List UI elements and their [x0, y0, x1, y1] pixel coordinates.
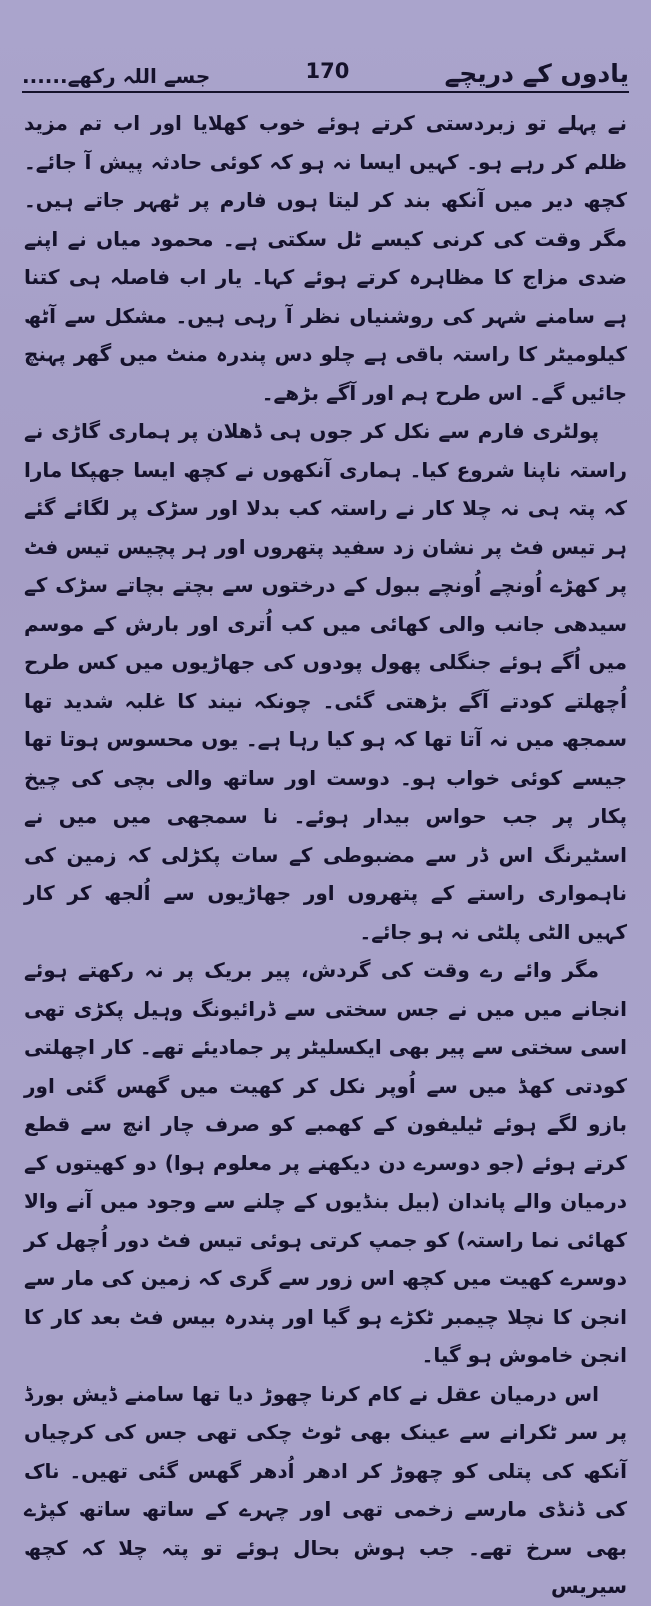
paragraph-1: نے پہلے تو زبردستی کرتے ہوئے خوب کھلایا اور اب تم مزید ظلم کر رہے ہو۔ کہیں ایسا نہ ہو کہ کوئی حادثہ پیش آ جائے۔ کچھ دیر میں آنکھ بند کر لیتا ہوں فارم پر ٹھہر جاتے ہیں۔ مگر وقت کی کرنی کیسے ٹل سکتی ہے۔ محمود میاں نے اپنے ضدی مزاج کا مظاہرہ کرتے ہوئے کہا۔ یار اب فاصلہ ہی کتنا ہے سامنے شہر کی روشنیاں نظر آ رہی ہیں۔ مشکل سے آٹھ کیلومیٹر کا راستہ باقی ہے چلو دس پندرہ منٹ میں گھر پہنچ جائیں گے۔ اس طرح ہم اور آگے بڑھے۔	[24, 111, 627, 405]
paragraph-3: مگر وائے رے وقت کی گردش، پیر بریک پر نہ رکھتے ہوئے انجانے میں میں نے جس سختی سے ڈرائیونگ وہیل پکڑی تھی اسی سختی سے پیر بھی ایکسلیٹر پر جمادیئے تھے۔ کار اچھلتی کودتی کھڈ میں سے اُوپر نکل کر کھیت میں گھس گئی اور بازو لگے ہوئے ٹیلیفون کے کھمبے کو صرف چار انچ سے قطع کرتے ہوئے (جو دوسرے دن دیکھنے پر معلوم ہوا) دو کھیتوں کے درمیان والے پاندان (بیل بنڈیوں کے چلنے سے وجود میں آنے والا کھائی نما راستہ) کو جمپ کرتی ہوئی تیس فٹ دور اُچھل کر دوسرے کھیت میں کچھ اس زور سے گری کہ زمین کی مار سے انجن کا نچلا چیمبر ٹکڑے ہو گیا اور پندرہ بیس فٹ بعد کار کا انجن خاموش ہو گیا۔	[24, 958, 627, 1367]
paragraph-4: اس درمیان عقل نے کام کرنا چھوڑ دیا تھا سامنے ڈیش بورڈ پر سر ٹکرانے سے عینک بھی ٹوٹ چکی تھی جس کی کرچیاں آنکھ کی پتلی کو چھوڑ کر ادھر اُدھر گھس گئی تھیں۔ ناک کی ڈنڈی مارسے زخمی تھی اور چہرے کے ساتھ ساتھ کپڑے بھی سرخ تھے۔ جب ہوش بحال ہوئے تو پتہ چلا کہ کچھ سیریس	[24, 1381, 627, 1598]
page-header	[22, 30, 629, 90]
paragraph-2: پولٹری فارم سے نکل کر جوں ہی ڈھلان پر ہماری گاڑی نے راستہ ناپنا شروع کیا۔ ہماری آنکھوں نے کچھ ایسا جھپکا مارا کہ پتہ ہی نہ چلا کار نے راستہ کب بدلا اور سڑک پر لگائے گئے ہر تیس فٹ پر نشان زد سفید پتھروں اور ہر پچیس تیس فٹ پر کھڑے اُونچے اُونچے ببول کے درختوں سے بچتے بچاتے سڑک کے سیدھی جانب والی کھائی میں کب اُتری اور بارش کے موسم میں اُگے ہوئے جنگلی پھول پودوں کی جھاڑیوں میں کس طرح اُچھلتے کودتے آگے بڑھتی گئی۔ چونکہ نیند کا غلبہ شدید تھا سمجھ میں نہ آتا تھا کہ ہو کیا رہا ہے۔ یوں محسوس ہوتا تھا جیسے کوئی خواب ہو۔ دوست اور ساتھ والی بچی کی چیخ پکار پر جب حواس بیدار ہوئے۔ نا سمجھی میں میں نے اسٹیرنگ اس ڈر سے مضبوطی کے سات پکڑلی کہ زمین کی ناہمواری راستے کے پتھروں اور جھاڑیوں سے اُلجھ کر کار کہیں الٹی پلٹی نہ ہو جائے۔	[24, 419, 627, 944]
book-title: یادوں کے دریچے	[444, 59, 629, 88]
page-number: 170	[305, 59, 350, 83]
page-body	[24, 104, 627, 1606]
header-divider	[22, 91, 629, 93]
running-title: جسے اللہ رکھے......	[22, 64, 211, 88]
